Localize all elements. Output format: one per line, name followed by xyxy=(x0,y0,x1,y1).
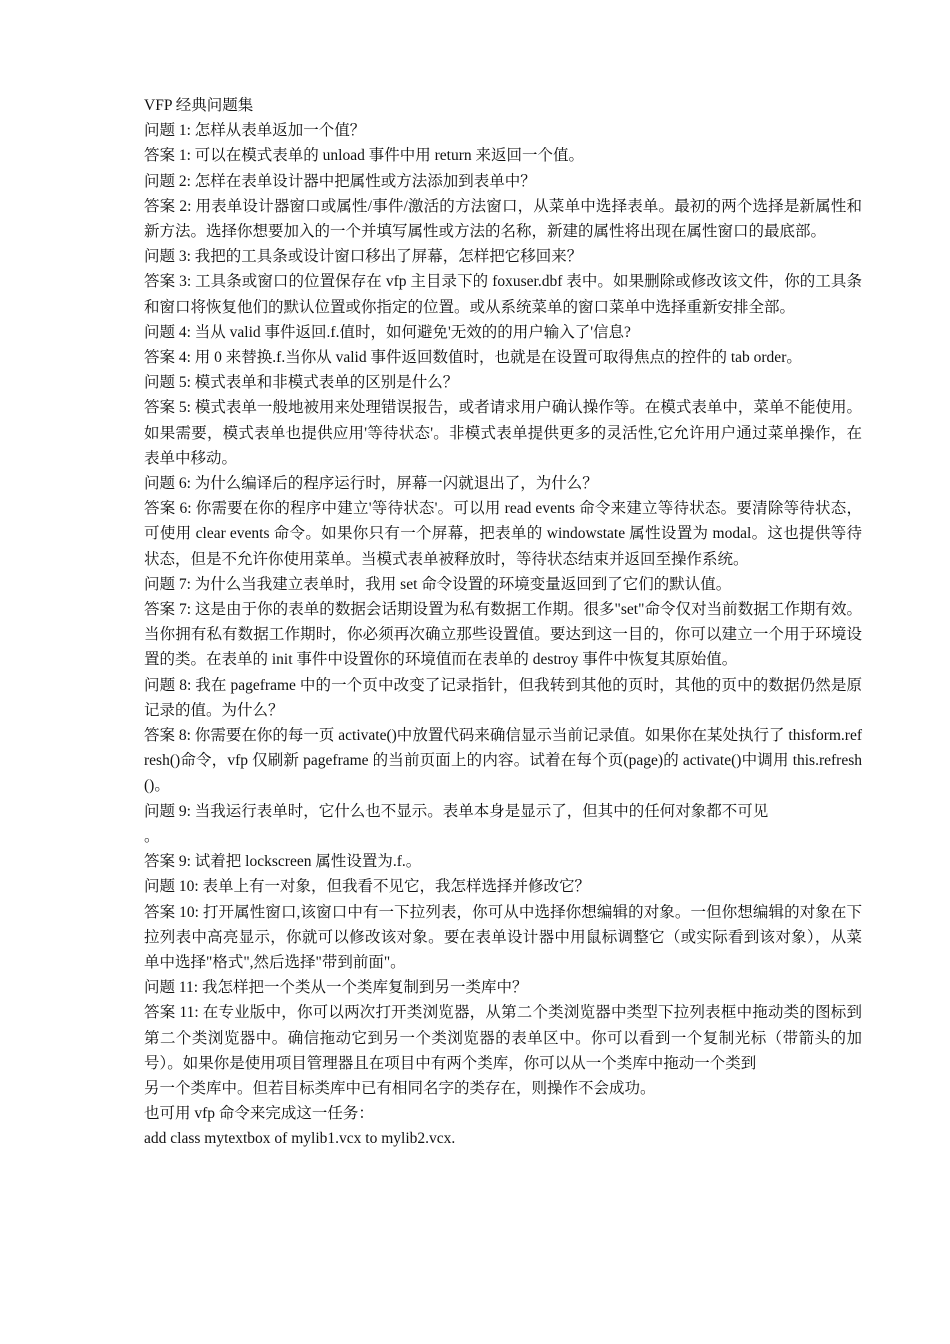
question-9: 问题 9: 当我运行表单时，它什么也不显示。表单本身是显示了，但其中的任何对象都不可见 xyxy=(144,802,769,820)
question-7: 问题 7: 为什么当我建立表单时，我用 set 命令设置的环境变量返回到了它们的默认值。 xyxy=(144,575,732,593)
question-1: 问题 1: 怎样从表单返加一个值？ xyxy=(144,122,366,140)
question-8: 问题 8: 我在 pageframe 中的一个页中改变了记录指针，但我转到其他的页时，其他的页中的数据仍然是原记录的值。为什么？ xyxy=(144,676,862,719)
document-title: VFP 经典问题集 xyxy=(144,97,254,114)
answer-11-command: add class mytextbox of mylib1.vcx to mylib2.vcx. xyxy=(144,1130,456,1148)
question-3: 问题 3: 我把的工具条或设计窗口移出了屏幕，怎样把它移回来？ xyxy=(144,248,583,266)
answer-11-continuation: 另一个类库中。但若目标类库中已有相同名字的类存在，则操作不会成功。 xyxy=(144,1079,656,1097)
answer-3: 答案 3: 工具条或窗口的位置保存在 vfp 主目录下的 foxuser.dbf 表中。如果删除或修改该文件，你的工具条和窗口将恢复他们的默认位置或你指定的位置。或从系统菜单的窗口菜单中选择重新安排全部。 xyxy=(144,273,862,316)
answer-1: 答案 1: 可以在模式表单的 unload 事件中用 return 来返回一个值。 xyxy=(144,147,585,165)
question-4: 问题 4: 当从 valid 事件返回.f.值时，如何避免'无效的的用户输入了'信息? xyxy=(144,323,631,341)
answer-5: 答案 5: 模式表单一般地被用来处理错误报告，或者请求用户确认操作等。在模式表单中，菜单不能使用。如果需要，模式表单也提供应用'等待状态'。非模式表单提供更多的灵活性,它允许用户通过菜单操作，在表单中移动。 xyxy=(144,399,862,467)
question-10: 问题 10: 表单上有一对象，但我看不见它，我怎样选择并修改它？ xyxy=(144,878,591,896)
question-5: 问题 5: 模式表单和非模式表单的区别是什么？ xyxy=(144,374,459,392)
answer-4: 答案 4: 用 0 来替换.f.当你从 valid 事件返回数值时，也就是在设置可取得焦点的控件的 tab order。 xyxy=(144,349,802,367)
answer-2: 答案 2: 用表单设计器窗口或属性/事件/激活的方法窗口，从菜单中选择表单。最初的两个选择是新属性和新方法。选择你想要加入的一个并填写属性或方法的名称，新建的属性将出现在属性窗口的最底部。 xyxy=(144,197,862,241)
answer-9: 答案 9: 试着把 lockscreen 属性设置为.f.。 xyxy=(144,853,422,871)
answer-11: 答案 11: 在专业版中，你可以两次打开类浏览器，从第二个类浏览器中类型下拉列表框中拖动类的图标到第二个类浏览器中。确信拖动它到另一个类浏览器的表单区中。你可以看到一个复制光标（带箭头的加号）。如果你是使用项目管理器且在项目中有两个类库，你可以从一个类库中拖动一个类到 xyxy=(144,1004,862,1072)
answer-8: 答案 8: 你需要在你的每一页 activate()中放置代码来确信显示当前记录值。如果你在某处执行了 thisform.refresh()命令，vfp 仅刷新 pageframe 的当前页面上的内容。试着在每个页(page)的 activate()中调用 this.refresh()。 xyxy=(144,727,862,795)
question-11: 问题 11: 我怎样把一个类从一个类库复制到另一类库中？ xyxy=(144,979,528,997)
question-9-continuation: 。 xyxy=(144,827,160,845)
document-body xyxy=(144,93,862,1152)
answer-11-command-intro: 也可用 vfp 命令来完成这一任务： xyxy=(144,1105,374,1123)
answer-10: 答案 10: 打开属性窗口,该窗口中有一下拉列表，你可从中选择你想编辑的对象。一但你想编辑的对象在下拉列表中高亮显示，你就可以修改该对象。要在表单设计器中用鼠标调整它（或实际看到该对象），从菜单中选择"格式",然后选择"带到前面"。 xyxy=(144,903,862,971)
answer-6: 答案 6: 你需要在你的程序中建立'等待状态'。可以用 read events 命令来建立等待状态。要清除等待状态，可使用 clear events 命令。如果你只有一个屏幕，把表单的 windowstate 属性设置为 modal。这也提供等待状态，但是不允许你使用菜单。当模式表单被释放时，等待状态结束并返回至操作系统。 xyxy=(144,500,862,568)
question-6: 问题 6: 为什么编译后的程序运行时，屏幕一闪就退出了，为什么？ xyxy=(144,475,598,493)
question-2: 问题 2: 怎样在表单设计器中把属性或方法添加到表单中？ xyxy=(144,172,536,190)
answer-7: 答案 7: 这是由于你的表单的数据会话期设置为私有数据工作期。很多"set"命令仅对当前数据工作期有效。当你拥有私有数据工作期时，你必须再次确立那些设置值。要达到这一目的，你可以建立一个用于环境设置的类。在表单的 init 事件中设置你的环境值而在表单的 destroy 事件中恢复其原始值。 xyxy=(144,601,862,669)
